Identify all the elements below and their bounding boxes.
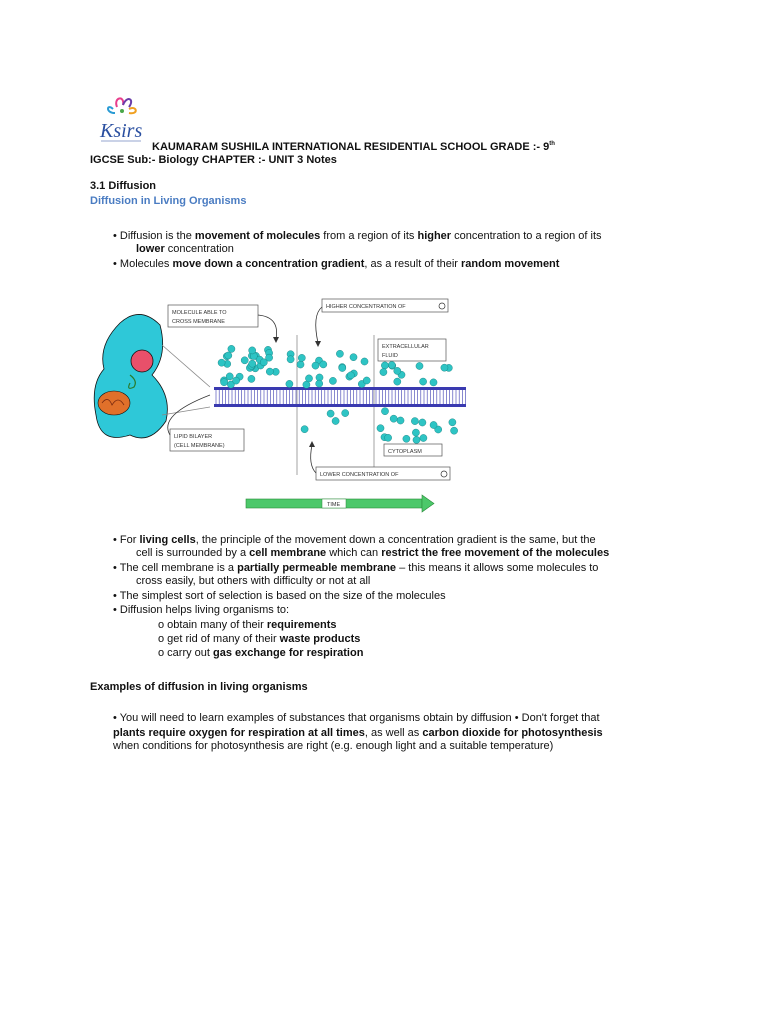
intro-bullet-1-cont: lower concentration: [136, 243, 234, 255]
cells-bullet-2-cont: cross easily, but others with difficulty or not at all: [136, 575, 371, 587]
molecule: [430, 379, 437, 386]
examples-line-2: plants require oxygen for respiration at all times, as well as carbon dioxide for photosynthesis: [113, 727, 603, 739]
molecule: [226, 373, 233, 380]
molecule: [377, 425, 384, 432]
molecule: [316, 380, 323, 387]
section-title: 3.1 Diffusion: [90, 180, 157, 192]
intro-bullet-1: • Diffusion is the movement of molecules from a region of its higher concentration to a region of its: [113, 230, 602, 242]
molecule: [380, 369, 387, 376]
svg-text:LOWER CONCENTRATION OF: LOWER CONCENTRATION OF: [320, 472, 399, 478]
molecule: [416, 362, 423, 369]
molecule: [381, 408, 388, 415]
section-subtitle: Diffusion in Living Organisms: [90, 195, 247, 207]
school-logo: [95, 93, 153, 155]
molecule: [339, 364, 346, 371]
molecule: [320, 361, 327, 368]
molecule: [286, 380, 293, 387]
molecule: [347, 372, 354, 379]
school-title: KAUMARAM SUSHILA INTERNATIONAL RESIDENTIAL SCHOOL GRADE :- 9th: [152, 141, 555, 153]
svg-text:HIGHER CONCENTRATION OF: HIGHER CONCENTRATION OF: [326, 304, 406, 310]
molecule: [430, 421, 437, 428]
cells-bullet-3: • The simplest sort of selection is based on the size of the molecules: [113, 590, 446, 602]
molecule: [420, 378, 427, 385]
molecule: [413, 436, 420, 443]
molecule: [312, 362, 319, 369]
sub-bullet-3: o carry out gas exchange for respiration: [158, 647, 364, 659]
examples-heading: Examples of diffusion in living organisms: [90, 681, 308, 693]
svg-text:CYTOPLASM: CYTOPLASM: [388, 449, 422, 455]
cells-bullet-2: • The cell membrane is a partially permeable membrane – this means it allows some molecules to: [113, 562, 599, 574]
subject-line: IGCSE Sub:- Biology CHAPTER :- UNIT 3 Notes: [90, 154, 337, 166]
svg-text:(CELL MEMBRANE): (CELL MEMBRANE): [174, 443, 225, 449]
cells-bullet-1: • For living cells, the principle of the movement down a concentration gradient is the same, but the: [113, 534, 596, 546]
molecule: [350, 354, 357, 361]
molecule: [249, 347, 256, 354]
svg-text:EXTRACELLULAR: EXTRACELLULAR: [382, 344, 429, 350]
molecule: [249, 360, 256, 367]
molecule: [332, 417, 339, 424]
molecule: [419, 419, 426, 426]
molecule: [221, 379, 228, 386]
sub-bullet-2: o get rid of many of their waste products: [158, 633, 361, 645]
molecule: [394, 367, 401, 374]
svg-text:CROSS MEMBRANE: CROSS MEMBRANE: [172, 319, 225, 325]
molecule: [301, 426, 308, 433]
cells-bullet-1-cont: cell is surrounded by a cell membrane which can restrict the free movement of the molecules: [136, 547, 610, 559]
molecule: [363, 377, 370, 384]
molecule: [451, 427, 458, 434]
molecule: [233, 377, 240, 384]
molecule: [441, 364, 448, 371]
molecule: [412, 429, 419, 436]
sub-bullet-1: o obtain many of their requirements: [158, 619, 337, 631]
molecule: [411, 418, 418, 425]
molecule: [266, 368, 273, 375]
molecule: [228, 345, 235, 352]
examples-line-3: when conditions for photosynthesis are right (e.g. enough light and a suitable temperature): [113, 740, 554, 752]
svg-text:FLUID: FLUID: [382, 353, 398, 359]
molecule: [297, 361, 304, 368]
molecule: [388, 361, 395, 368]
svg-text:LIPID BILAYER: LIPID BILAYER: [174, 434, 213, 440]
molecule: [385, 434, 392, 441]
diffusion-diagram: [90, 295, 468, 515]
examples-line-1: • You will need to learn examples of substances that organisms obtain by diffusion • Don't forget that: [113, 712, 600, 724]
svg-text:MOLECULE ABLE TO: MOLECULE ABLE TO: [172, 310, 227, 316]
intro-bullet-2: • Molecules move down a concentration gradient, as a result of their random movement: [113, 258, 560, 270]
molecule: [327, 410, 334, 417]
molecule: [260, 359, 267, 366]
molecule: [305, 375, 312, 382]
molecule: [449, 419, 456, 426]
svg-text:TIME: TIME: [327, 502, 341, 508]
molecule: [298, 354, 305, 361]
molecule: [218, 359, 225, 366]
molecule: [403, 435, 410, 442]
molecule: [394, 378, 401, 385]
mitochondrion: [98, 391, 130, 415]
molecule: [241, 357, 248, 364]
molecule: [225, 352, 232, 359]
cells-bullet-4: • Diffusion helps living organisms to:: [113, 604, 290, 616]
nucleus: [131, 350, 153, 372]
molecule: [336, 350, 343, 357]
molecule: [381, 362, 388, 369]
molecule: [248, 375, 255, 382]
molecule: [342, 410, 349, 417]
molecule: [361, 358, 368, 365]
molecule: [397, 417, 404, 424]
molecule: [287, 356, 294, 363]
svg-text:Ksirs: Ksirs: [100, 120, 143, 142]
molecule: [390, 415, 397, 422]
molecule: [420, 434, 427, 441]
molecule: [329, 377, 336, 384]
